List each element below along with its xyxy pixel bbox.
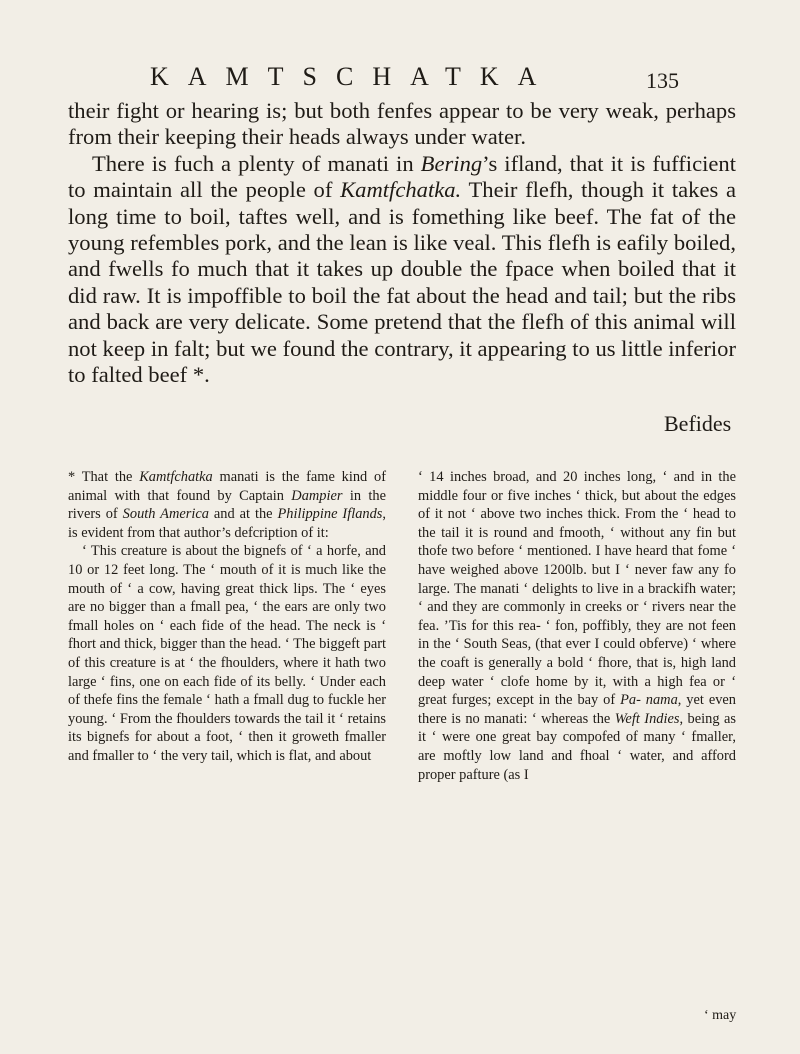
fn-text-c: in the rivers of xyxy=(68,487,386,523)
p2-text-c: Their flefh, though it takes a long time to boil, taftes well, and is fomething like beef. The fat of the young refembles pork, and the lean is like veal. This flefh is eafily boiled, and fwells fo much that it takes up double the fpace when boiled that it did raw. It is impoffible to boil the fat about the head and tail; but the ribs and back are very delicate. Some pretend that the flefh of this animal will not keep in falt; but we found the contrary, it appearing to us little inferior to falted beef *. xyxy=(68,177,736,388)
fn-kamtschatka: Kamtfchatka xyxy=(139,469,213,485)
paragraph-2 xyxy=(68,151,736,389)
footnote-quote-left: ‘ This creature is about the bignefs of ‘ a horfe, and 10 or 12 feet long. The ‘ mouth of it is much like the mouth of ‘ a cow, having great thick lips. The ‘ eyes are no bigger than a fmall pea, ‘ the ears are only two fmall holes on ‘ each fide of the head. The neck is ‘ fhort and thick, bigger than the head. ‘ The biggeft part of this creature is at ‘ the fhoulders, where it hath two large ‘ fins, one on each fide of its belly. ‘ Under each of thefe fins the female ‘ hath a fmall dug to fuckle her young. ‘ From the fhoulders towards the tail it ‘ retains its bignefs for about a foot, ‘ then it groweth fmaller and fmaller to ‘ the very tail, which is flat, and about xyxy=(68,543,386,764)
p2-bering: Bering xyxy=(420,150,483,176)
fn-text-e: , is evident from that author’s defcription of it: xyxy=(68,506,386,541)
fn-panama: Pa‑ nama xyxy=(620,692,678,709)
footnote-right-column xyxy=(418,468,736,784)
p2-text-a: There is fuch a plenty of manati in xyxy=(92,150,421,176)
fn-text-d: and at the xyxy=(208,506,278,523)
page-number: 135 xyxy=(646,68,679,93)
footnote-catchword: ‘ may xyxy=(704,1008,737,1023)
fn-text-b: manati is the fame kind of animal with that found by Captain xyxy=(68,469,386,504)
fn-dampier: Dampier xyxy=(291,487,343,504)
fn-right-text-a: ‘ 14 inches broad, and 20 inches long, ‘ and in the middle four or five inches ‘ thick, but about the edges of it not ‘ above two inches thick. From the ‘ head to the tail it is round and fmooth, ‘ without any fin but thofe two before ‘ mentioned. I have heard that fome ‘ have weighed above 1200lb. but I ‘ never faw any fo large. The manati ‘ delights to live in a brackifh water; ‘ and they are commonly in creeks or ‘ rivers near the fea. ’Tis for this rea‑ ‘ fon, poffibly, they are not feen in the ‘ South Seas, (that ever I could obferve) ‘ where the coaft is generally a bold ‘ fhore, that is, high land deep water ‘ clofe home by it, with a high fea or ‘ great furges; except in the bay of xyxy=(418,469,736,709)
p2-kamtschatka: Kamtfchatka. xyxy=(340,177,462,203)
fn-right-text-b: , yet even there is no manati: ‘ whereas the xyxy=(418,692,736,727)
fn-west-indies: Weft Indies xyxy=(614,710,680,727)
fn-right-text-c: , being as it ‘ were one great bay compofed of many ‘ fmaller, are moftly low land and fhoal ‘ water, and afford proper pafture (as I xyxy=(418,710,736,783)
footnote-block xyxy=(68,468,736,784)
footnote-quote-right xyxy=(418,468,736,784)
main-text xyxy=(68,98,736,388)
paragraph-1: their fight or hearing is; but both fenfes appear to be very weak, perhaps from their keeping their heads always under water. xyxy=(68,98,736,150)
footnote-intro xyxy=(68,468,386,542)
p2-text-b: ’s ifland, that it is fufficient to maintain all the people of xyxy=(68,150,736,203)
fn-text-a: * That the xyxy=(68,469,140,485)
fn-philippine: Philippine Iflands xyxy=(277,506,383,523)
footnote-left-column xyxy=(68,468,386,784)
catchword: Befides xyxy=(664,411,732,436)
running-head: KAMTSCHATKA xyxy=(150,62,556,91)
fn-south-america: South America xyxy=(122,506,209,523)
